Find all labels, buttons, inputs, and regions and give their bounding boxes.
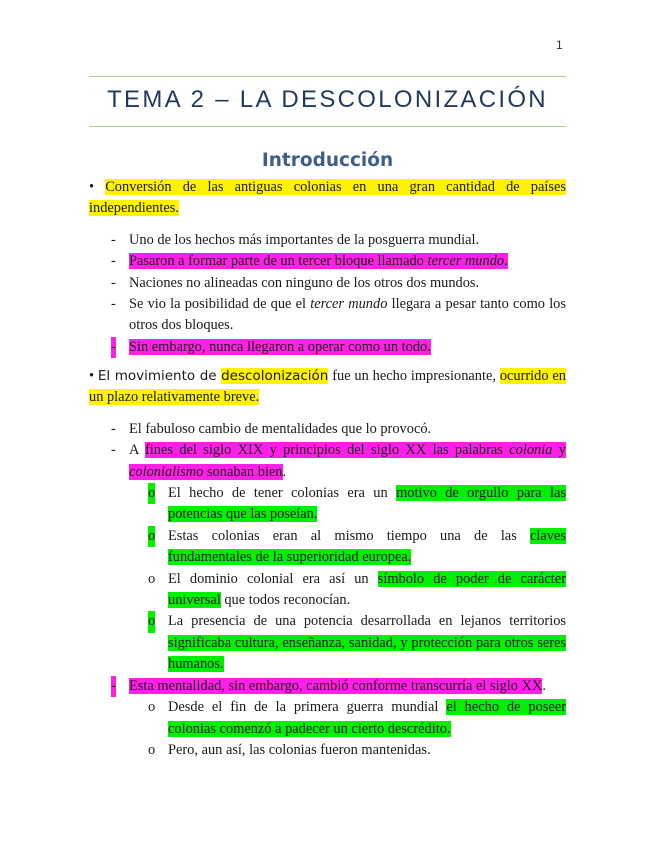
highlighted-text: Esta mentalidad, sin embargo, cambió conforme transcurría el siglo XX — [129, 677, 543, 694]
paragraph-text: El movimiento de — [97, 368, 222, 384]
bullet-marker: • — [89, 368, 95, 384]
dash-marker: - — [111, 296, 116, 313]
highlighted-text: claves fundamentales de la superioridad europea. — [168, 527, 566, 566]
bullet-marker: • — [89, 179, 95, 195]
sub-list-item-text: El dominio colonial era así un símbolo de poder de carácter universal que todos reconocían. — [168, 570, 566, 609]
dash-marker: - — [111, 274, 116, 291]
sub-list-item-text: La presencia de una potencia desarrollada en lejanos territorios significaba cultura, enseñanza, sanidad, y protección para otros seres humanos. — [168, 613, 566, 673]
sub-list-item-text: Estas colonias eran al mismo tiempo una de las claves fundamentales de la superioridad europea. — [168, 527, 566, 566]
bullet-paragraph-1 — [89, 177, 566, 220]
list-item-text: Se vio la posibilidad de que el tercer mundo llegara a pesar tanto como los otros dos bloques. — [129, 296, 566, 334]
list-item — [89, 273, 566, 294]
sub-list-item — [89, 740, 566, 761]
highlighted-text: significaba cultura, enseñanza, sanidad, y protección para otros seres humanos. — [168, 634, 566, 673]
dash-marker: - — [111, 676, 116, 697]
list-item-text: Naciones no alineadas con ninguno de los otros dos mundos. — [129, 274, 480, 291]
section-heading: Introducción — [261, 150, 394, 171]
list-item-text: Esta mentalidad, sin embargo, cambió conforme transcurría el siglo XX. — [129, 677, 546, 694]
circle-marker: o — [148, 483, 155, 504]
list-item-text: Uno de los hechos más importantes de la posguerra mundial. — [129, 231, 480, 248]
list-item — [89, 337, 566, 358]
dash-marker: - — [111, 442, 116, 459]
highlighted-text: fines del siglo XIX y principios del siglo XX las palabras colonia y colonialismo sonaban bien — [129, 442, 567, 480]
circle-marker: o — [148, 741, 156, 758]
sub-list-item — [89, 569, 566, 612]
dash-marker: - — [111, 337, 116, 358]
dash-marker: - — [111, 253, 116, 270]
sub-list-item-text: Pero, aun así, las colonias fueron mantenidas. — [168, 741, 431, 758]
list-item — [89, 294, 566, 337]
dash-marker: - — [111, 231, 116, 248]
bullet-paragraph-2 — [89, 366, 566, 409]
bullet-section-2 — [89, 366, 566, 761]
paragraph-text: fue un hecho impresionante, — [328, 368, 500, 384]
highlighted-text: Conversión de las antiguas colonias en una gran cantidad de países independientes. — [89, 179, 566, 217]
list-item — [89, 440, 566, 483]
list-item — [89, 419, 566, 440]
list-item-text: A fines del siglo XIX y principios del siglo XX las palabras colonia y colonialismo sonaban bien. — [129, 442, 567, 480]
bullet-section-1 — [89, 177, 566, 358]
list-item — [89, 230, 566, 251]
list-item-text — [129, 337, 566, 358]
highlighted-text: Sin embargo, nunca llegaron a operar como un todo. — [129, 338, 431, 355]
sub-list-item-text: El hecho de tener colonias era un motivo de orgullo para las potencias que las poseían. — [168, 485, 566, 523]
sub-list-item — [89, 526, 566, 569]
page-number: 1 — [556, 38, 563, 52]
circle-marker: o — [148, 570, 156, 587]
document-title: TEMA 2 – LA DESCOLONIZACIÓN — [107, 86, 548, 113]
dash-marker: - — [111, 420, 116, 437]
highlighted-text: ocurrido en un plazo relativamente breve. — [89, 368, 566, 406]
sub-list-item — [89, 611, 566, 675]
highlighted-text: Pasaron a formar parte de un tercer bloque llamado tercer mundo. — [129, 253, 508, 270]
list-item-text: El fabuloso cambio de mentalidades que lo provocó. — [129, 420, 432, 437]
highlighted-text: motivo de orgullo para las potencias que las poseían. — [168, 485, 566, 523]
title-top-rule — [89, 76, 566, 77]
sub-list-item — [89, 483, 566, 526]
list-item-text — [129, 251, 566, 272]
highlighted-text: símbolo de poder de carácter universal — [168, 570, 566, 609]
list-item — [89, 676, 566, 697]
title-bottom-rule — [89, 126, 566, 127]
circle-marker: o — [148, 699, 156, 716]
sub-list-item-text: Desde el fin de la primera guerra mundial el hecho de poseer colonias comenzó a padecer un cierto descrédito. — [168, 699, 566, 737]
highlighted-text: el hecho de poseer colonias comenzó a padecer un cierto descrédito. — [168, 699, 566, 737]
highlighted-text: descolonización — [221, 368, 329, 384]
sub-list-item — [89, 697, 566, 740]
circle-marker: o — [148, 526, 155, 547]
circle-marker: o — [148, 611, 155, 632]
list-item — [89, 251, 566, 272]
